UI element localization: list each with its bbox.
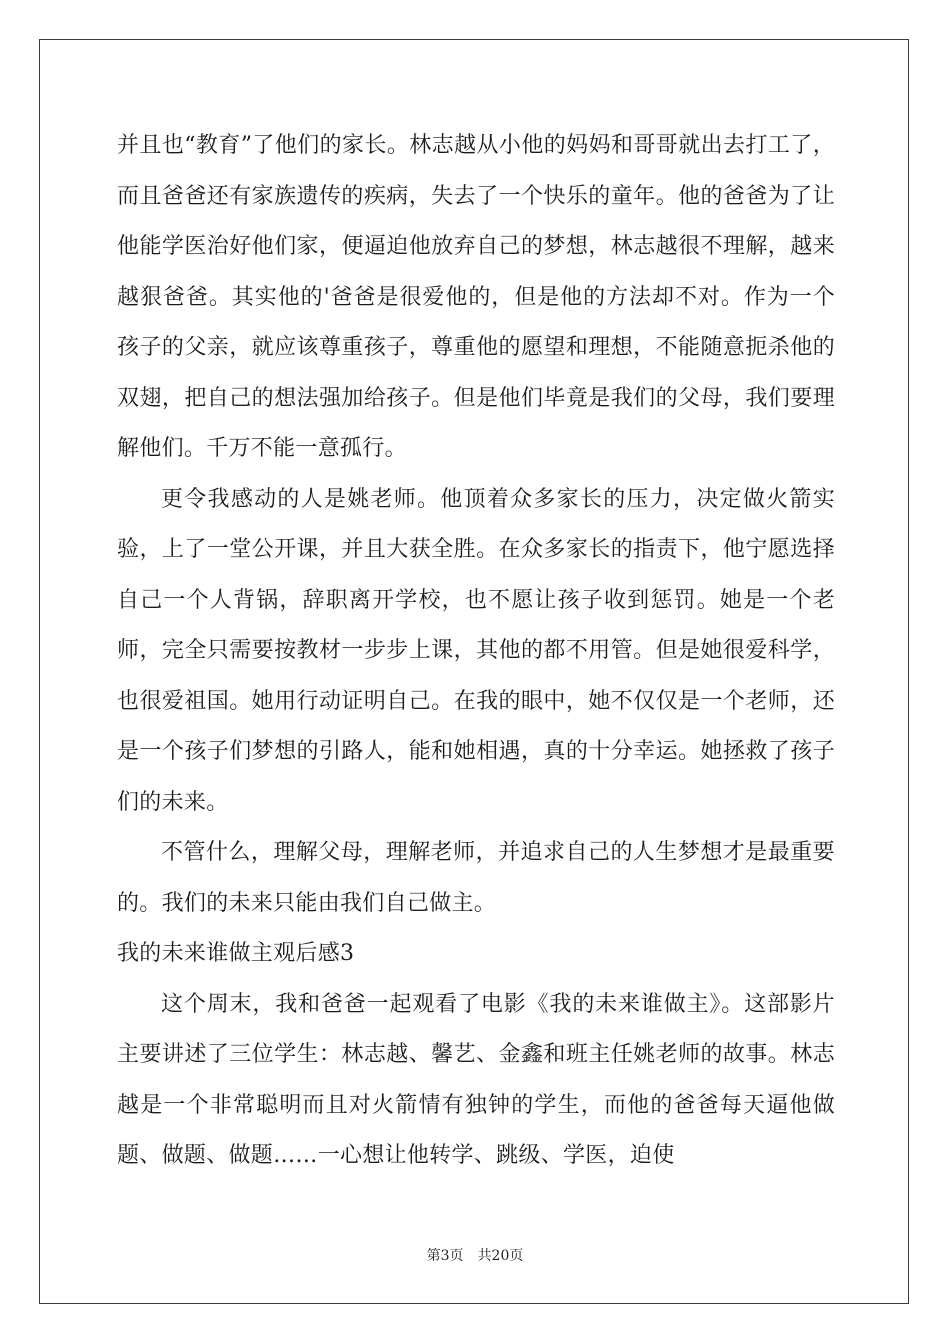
section-heading: 我的未来谁做主观后感3 bbox=[117, 941, 355, 966]
paragraph-conclusion: 不管什么，理解父母，理解老师，并追求自己的人生梦想才是最重要的。我们的未来只能由我们自己做主。 bbox=[117, 840, 835, 916]
paragraph-teacher: 更令我感动的人是姚老师。他顶着众多家长的压力，决定做火箭实验，上了一堂公开课，并且大获全胜。在众多家长的指责下，他宁愿选择自己一个人背锅，辞职离开学校，也不愿让孩子收到惩罚。她是一个老师，完全只需要按教材一步步上课，其他的都不用管。但是她很爱科学，也很爱祖国。她用行动证明自己。在我的眼中，她不仅仅是一个老师，还是一个孩子们梦想的引路人，能和她相遇，真的十分幸运。她拯救了孩子们的未来。 bbox=[117, 486, 835, 815]
paragraph-continued: 并且也“教育”了他们的家长。林志越从小他的妈妈和哥哥就出去打工了，而且爸爸还有家族遗传的疾病，失去了一个快乐的童年。他的爸爸为了让他能学医治好他们家，便逼迫他放弃自己的梦想，林志越很不理解，越来越狠爸爸。其实他的'爸爸是很爱他的，但是他的方法却不对。作为一个孩子的父亲，就应该尊重孩子，尊重他的愿望和理想，不能随意扼杀他的双翅，把自己的想法强加给孩子。但是他们毕竟是我们的父母，我们要理解他们。千万不能一意孤行。 bbox=[117, 133, 835, 461]
paragraph-weekend: 这个周末，我和爸爸一起观看了电影《我的未来谁做主》。这部影片主要讲述了三位学生：林志越、馨艺、金鑫和班主任姚老师的故事。林志越是一个非常聪明而且对火箭情有独钟的学生，而他的爸爸每天逼他做题、做题、做题……一心想让他转学、跳级、学医，迫使 bbox=[117, 991, 835, 1168]
page-footer: 第3页 共20页 bbox=[426, 1248, 524, 1264]
document-body bbox=[117, 121, 835, 1182]
